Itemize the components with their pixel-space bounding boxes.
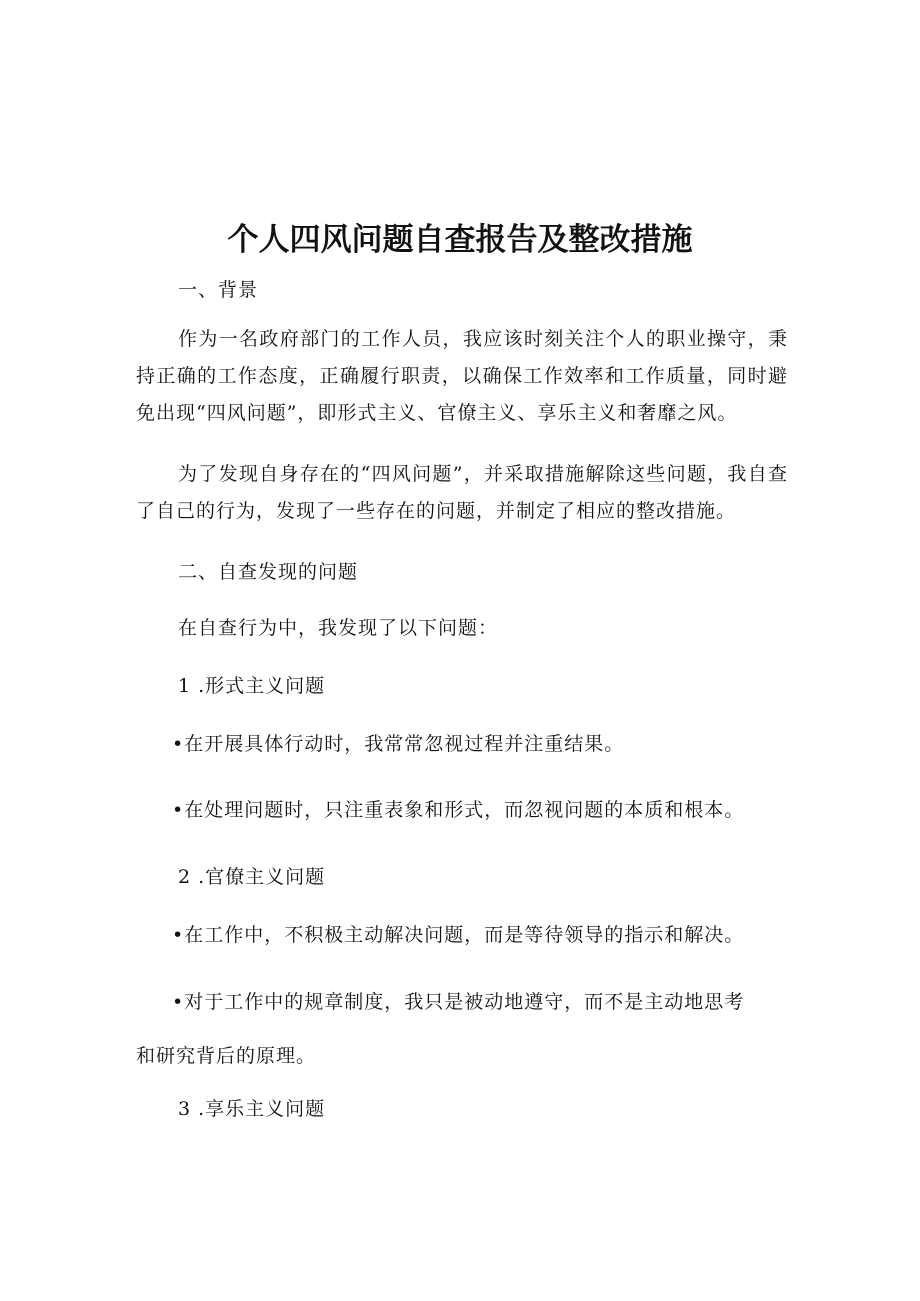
bullet-formalism-1: •在开展具体行动时，我常常忽视过程并注重结果。	[172, 733, 625, 755]
bullet-bureaucratism-1: •在工作中，不积极主动解决问题，而是等待领导的指示和解决。	[172, 924, 745, 946]
document-title: 个人四风问题自查报告及整改措施	[227, 222, 693, 258]
paragraph-background: 作为一名政府部门的工作人员，我应该时刻关注个人的职业操守，秉持正确的工作态度，正确履行职责，以确保工作效率和工作质量，同时避免出现“四风问题”，即形式主义、官僚主义、享乐主义和奢靡之风。	[136, 328, 788, 424]
section-heading-background: 一、背景	[178, 279, 259, 301]
section-heading-problems: 二、自查发现的问题	[178, 561, 359, 583]
item-heading-hedonism: 3 .享乐主义问题	[178, 1098, 326, 1120]
problems-intro: 在自查行为中，我发现了以下问题：	[178, 617, 499, 639]
paragraph-self-check-purpose: 为了发现自身存在的“四风问题”，并采取措施解除这些问题，我自查了自己的行为，发现了一些存在的问题，并制定了相应的整改措施。	[136, 463, 788, 522]
bullet-bureaucratism-2-line1: •对于工作中的规章制度，我只是被动地遵守，而不是主动地思考	[172, 991, 745, 1013]
bullet-formalism-2: •在处理问题时，只注重表象和形式，而忽视问题的本质和根本。	[172, 799, 745, 821]
item-heading-bureaucratism: 2 .官僚主义问题	[178, 866, 326, 888]
bullet-bureaucratism-2-line2: 和研究背后的原理。	[136, 1045, 317, 1067]
item-heading-formalism: 1 .形式主义问题	[178, 675, 326, 697]
